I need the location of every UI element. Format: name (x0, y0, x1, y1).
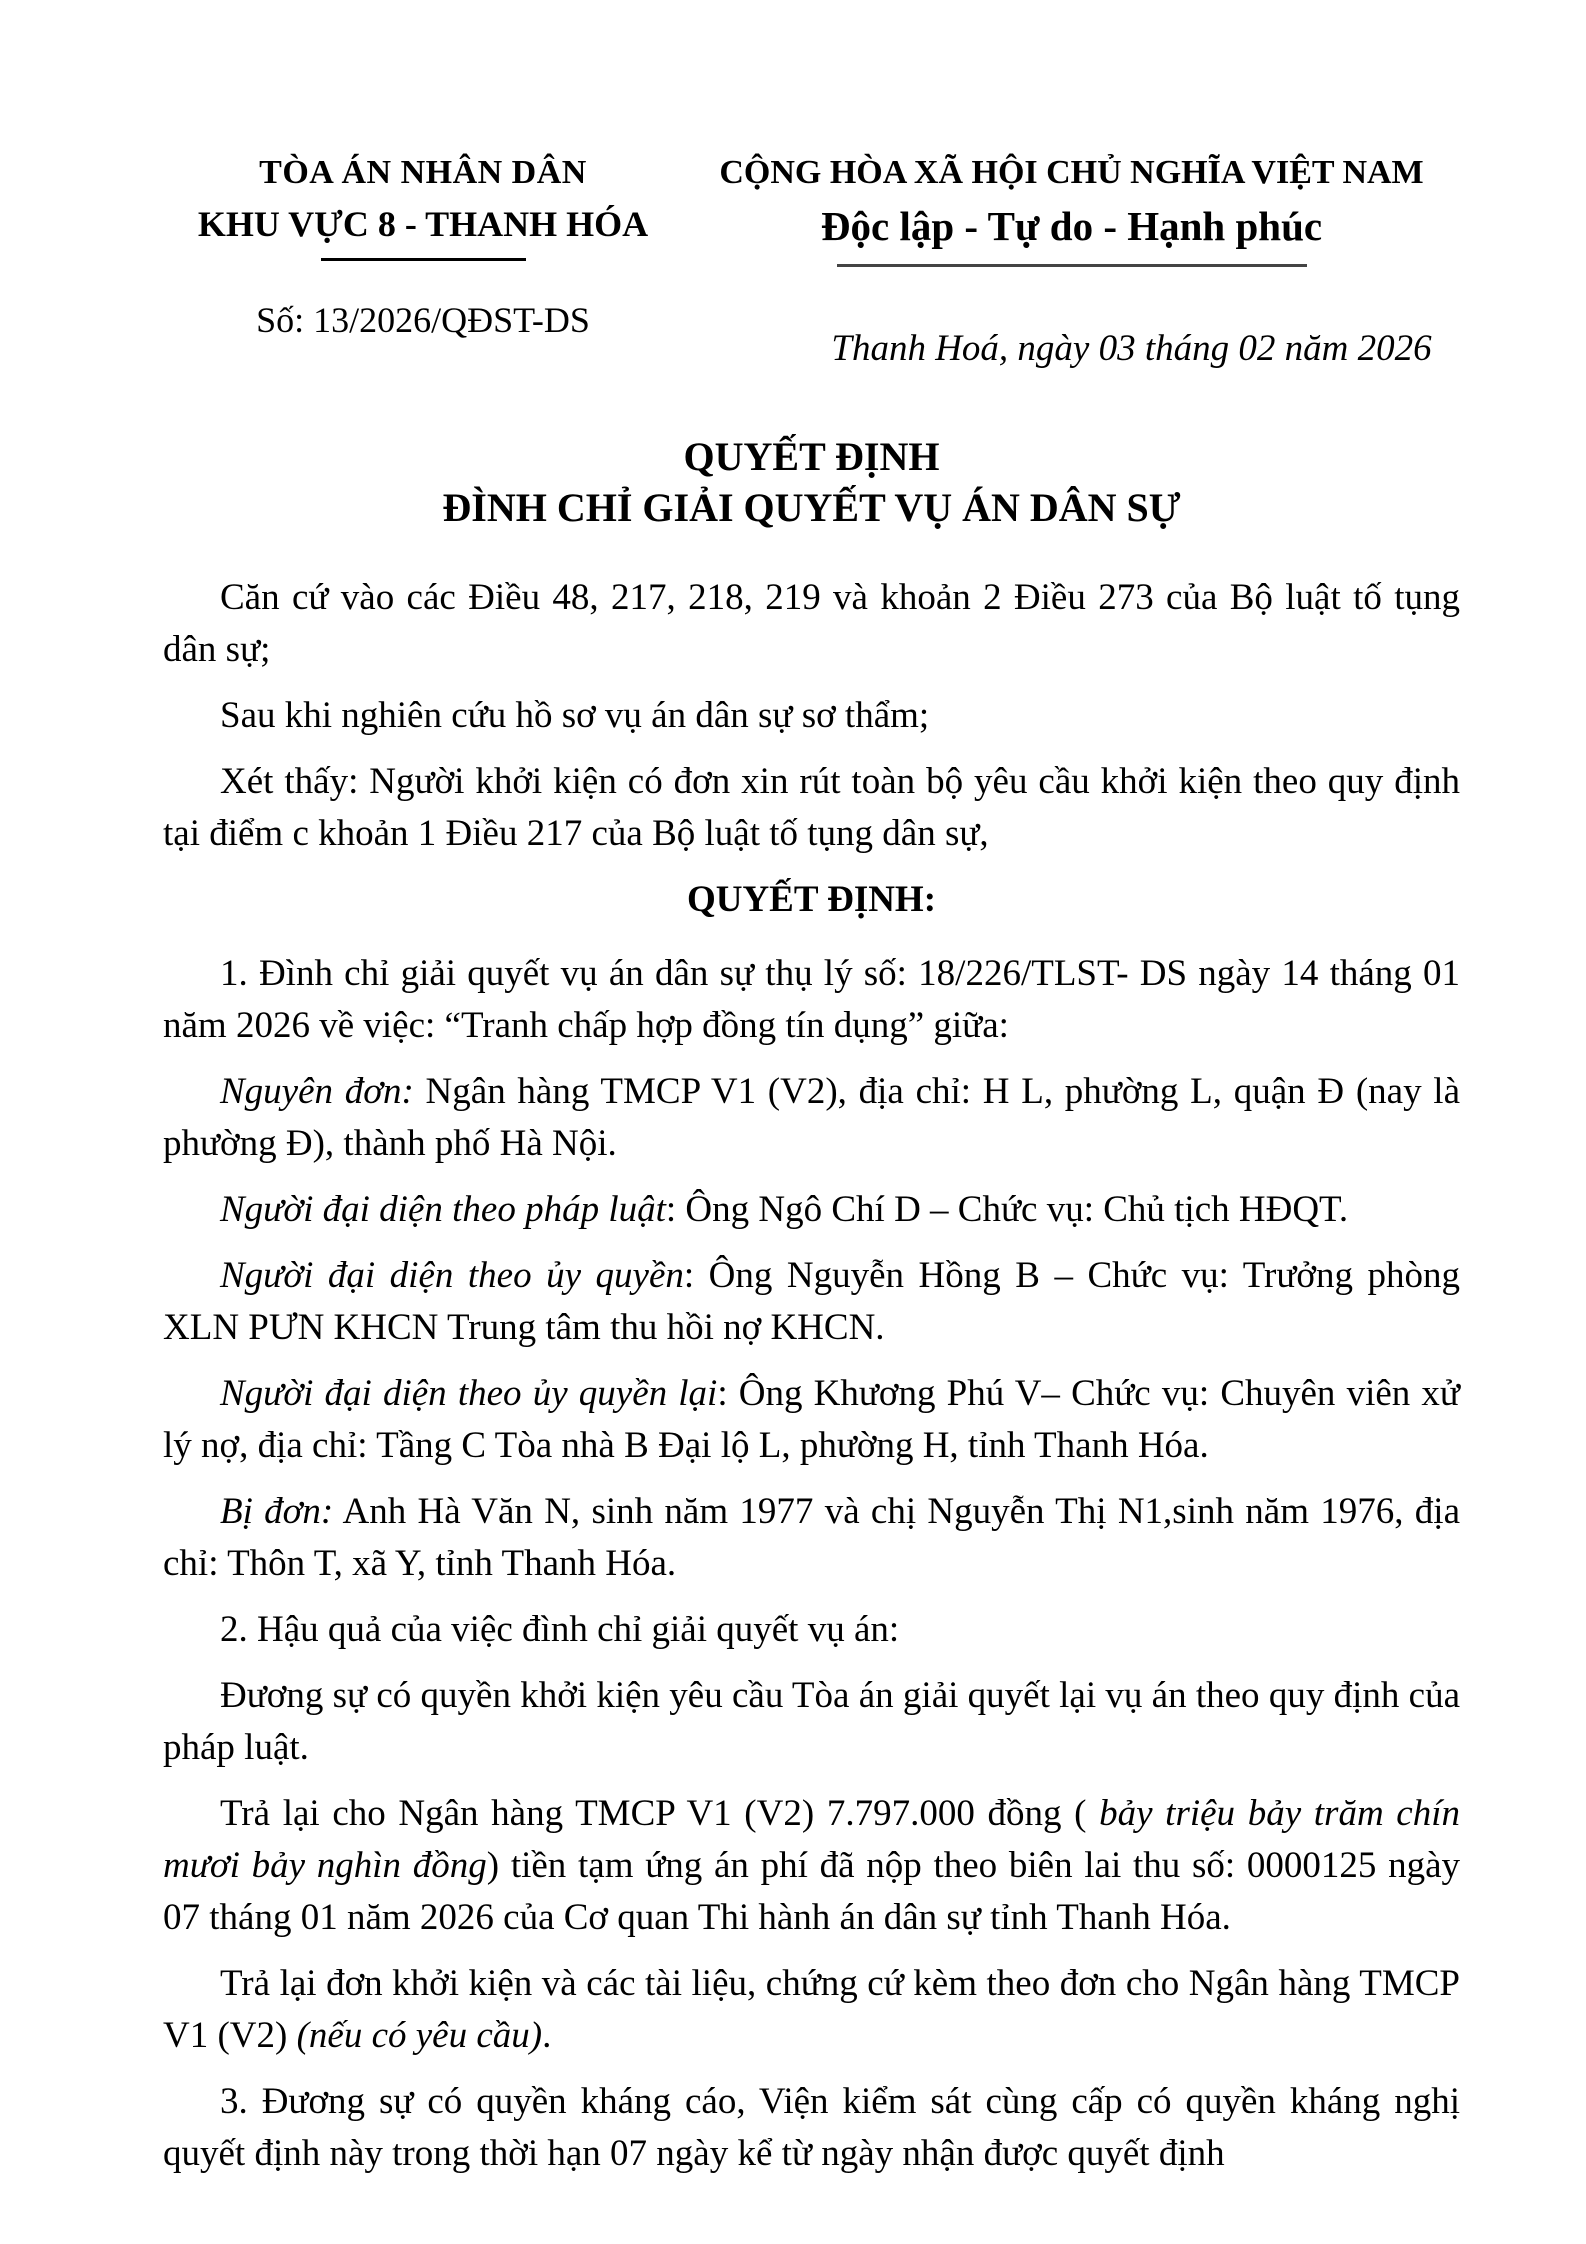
decision-heading (163, 874, 1460, 926)
text-run: Xét thấy: Người khởi kiện có đơn xin rút toàn bộ yêu cầu khởi kiện theo quy định tại điểm c khoản 1 Điều 217 của Bộ luật tố tụng dân sự, (163, 761, 1460, 854)
national-header-rule (837, 264, 1307, 267)
court-name-line1: TÒA ÁN NHÂN DÂN (259, 154, 587, 191)
paragraph-legal-representative (163, 1184, 1460, 1236)
document-title-line1: QUYẾT ĐỊNH (683, 434, 940, 479)
court-header-block (163, 148, 683, 341)
paragraph-authorized-representative (163, 1250, 1460, 1354)
text-run: 2. Hậu quả của việc đình chỉ giải quyết vụ án: (220, 1609, 900, 1650)
text-run: Ngân hàng TMCP V1 (V2), địa chỉ: H L, phường L, quận Đ (nay là phường Đ), thành phố Hà Nội. (163, 1071, 1460, 1164)
document-number: Số: 13/2026/QĐST-DS (256, 300, 590, 340)
text-run: : Ông Ngô Chí D – Chức vụ: Chủ tịch HĐQT. (665, 1189, 1349, 1230)
paragraph-sub-authorized-representative (163, 1368, 1460, 1472)
italic-text-run: (nếu có yêu cầu) (296, 2015, 543, 2056)
national-motto-line2: Độc lập - Tự do - Hạnh phúc (820, 203, 1323, 249)
text-run: : Ông Nguyễn Hồng B – Chức vụ: Trưởng phòng XLN PƯN KHCN Trung tâm thu hồi nợ KHCN. (163, 1255, 1460, 1348)
text-run: 1. Đình chỉ giải quyết vụ án dân sự thụ lý số: 18/226/TLST- DS ngày 14 tháng 01 năm 2026 về việc: “Tranh chấp hợp đồng tín dụng” giữa: (163, 953, 1460, 1046)
text-run: QUYẾT ĐỊNH: (686, 879, 937, 920)
text-run: Anh Hà Văn N, sinh năm 1977 và chị Nguyễn Thị N1,sinh năm 1976, địa chỉ: Thôn T, xã Y, tỉnh Thanh Hóa. (163, 1491, 1461, 1584)
document-header (163, 148, 1460, 370)
document-title-block (163, 432, 1460, 534)
court-header-rule (321, 258, 526, 261)
document-body (163, 572, 1460, 2180)
paragraph-finding (163, 756, 1460, 860)
paragraph-consequence (163, 1670, 1460, 1774)
paragraph-item-1 (163, 948, 1460, 1052)
paragraph-item-2 (163, 1604, 1460, 1656)
paragraph-plaintiff (163, 1066, 1460, 1170)
paragraph-fee-refund (163, 1788, 1460, 1944)
text-run: Trả lại đơn khởi kiện và các tài liệu, chứng cứ kèm theo đơn cho Ngân hàng TMCP V1 (V2) (163, 1963, 1460, 2056)
national-header-block (683, 148, 1460, 370)
text-run: ) tiền tạm ứng án phí đã nộp theo biên lai thu số: 0000125 ngày 07 tháng 01 năm 2026 của Cơ quan Thi hành án dân sự tỉnh Thanh Hóa. (163, 1845, 1460, 1938)
italic-text-run: Người đại diện theo ủy quyền lại (220, 1373, 718, 1414)
text-run: Sau khi nghiên cứu hồ sơ vụ án dân sự sơ thẩm; (220, 695, 930, 736)
text-run: Căn cứ vào các Điều 48, 217, 218, 219 và khoản 2 Điều 273 của Bộ luật tố tụng dân sự; (163, 577, 1460, 670)
paragraph-defendant (163, 1486, 1460, 1590)
text-run: Trả lại cho Ngân hàng TMCP V1 (V2) 7.797.000 đồng ( (220, 1793, 1100, 1834)
text-run: : Ông Khương Phú V– Chức vụ: Chuyên viên xử lý nợ, địa chỉ: Tầng C Tòa nhà B Đại lộ L, phường H, tỉnh Thanh Hóa. (163, 1373, 1460, 1466)
paragraph-review (163, 690, 1460, 742)
national-motto-line1: CỘNG HÒA XÃ HỘI CHỦ NGHĨA VIỆT NAM (719, 154, 1424, 191)
paragraph-legal-basis (163, 572, 1460, 676)
document-title-line2: ĐÌNH CHỈ GIẢI QUYẾT VỤ ÁN DÂN SỰ (442, 485, 1181, 530)
text-run: 3. Đương sự có quyền kháng cáo, Viện kiểm sát cùng cấp có quyền kháng nghị quyết định này trong thời hạn 07 ngày kể từ ngày nhận được quyết định (163, 2081, 1460, 2174)
court-name-line2: KHU VỰC 8 - THANH HÓA (197, 204, 649, 244)
paragraph-item-3 (163, 2076, 1460, 2180)
italic-text-run: Bị đơn: (220, 1491, 334, 1532)
place-date-line: Thanh Hoá, ngày 03 tháng 02 năm 2026 (831, 328, 1432, 369)
text-run: Đương sự có quyền khởi kiện yêu cầu Tòa án giải quyết lại vụ án theo quy định của pháp luật. (163, 1675, 1460, 1768)
italic-text-run: Nguyên đơn: (220, 1071, 414, 1112)
italic-text-run: Người đại diện theo ủy quyền (220, 1255, 684, 1296)
paragraph-document-return (163, 1958, 1460, 2062)
text-run: . (542, 2015, 552, 2056)
italic-text-run: Người đại diện theo pháp luật (220, 1189, 666, 1230)
italic-text-run: bảy triệu bảy trăm chín mươi bảy nghìn đồng (163, 1793, 1461, 1886)
